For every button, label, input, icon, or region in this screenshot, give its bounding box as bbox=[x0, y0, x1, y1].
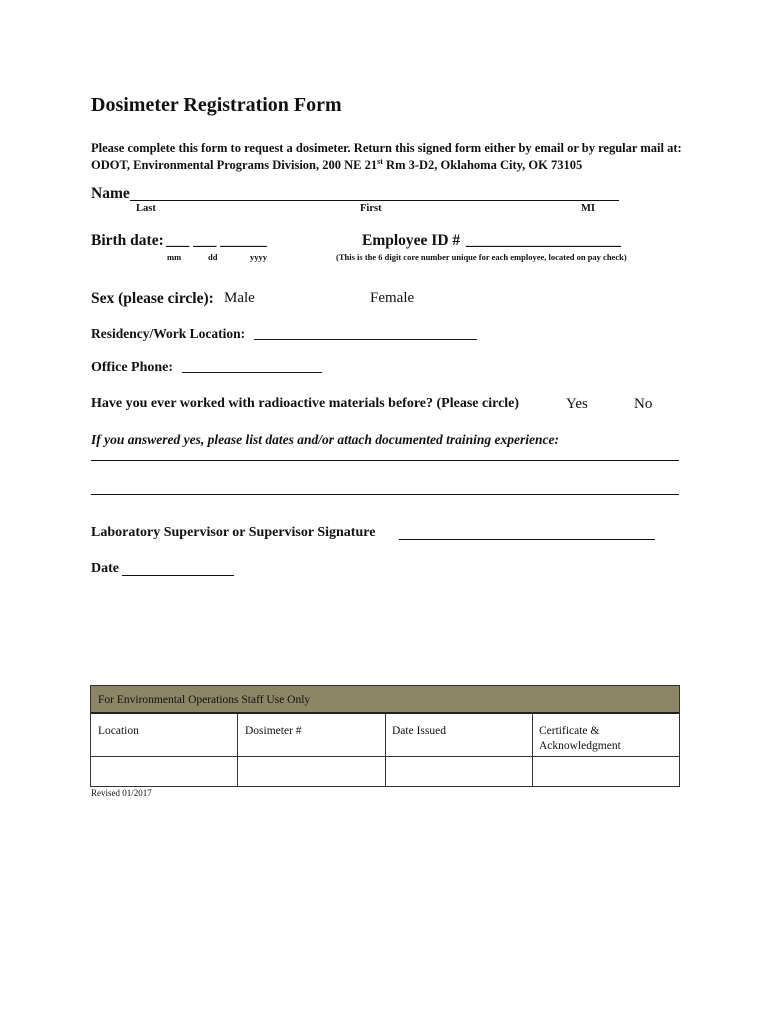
birth-sub-yyyy: yyyy bbox=[250, 252, 267, 262]
name-sub-mi: MI bbox=[581, 203, 595, 214]
column-header-certificate: Certificate & Acknowledgment bbox=[539, 725, 621, 752]
signature-field[interactable] bbox=[399, 539, 655, 540]
sex-option-male[interactable]: Male bbox=[224, 290, 255, 306]
name-label: Name bbox=[91, 185, 130, 202]
intro-line-2: ODOT, Environmental Programs Division, 200 NE 21st Rm 3-D2, Oklahoma City, OK 73105 bbox=[91, 157, 583, 173]
radioactive-option-yes[interactable]: Yes bbox=[566, 396, 588, 412]
radioactive-option-no[interactable]: No bbox=[634, 396, 653, 412]
name-sub-first: First bbox=[360, 203, 382, 214]
name-sub-last: Last bbox=[136, 203, 156, 214]
staff-use-table-header bbox=[91, 686, 679, 714]
table-cell-location[interactable] bbox=[91, 757, 237, 786]
revised-date: Revised 01/2017 bbox=[91, 788, 152, 798]
date-field[interactable] bbox=[122, 575, 234, 576]
sex-option-female[interactable]: Female bbox=[370, 290, 415, 306]
radioactive-question: Have you ever worked with radioactive materials before? (Please circle) bbox=[91, 396, 520, 411]
staff-use-table bbox=[90, 685, 680, 787]
employee-id-note: (This is the 6 digit core number unique for each employee, located on pay check) bbox=[336, 252, 627, 262]
employee-id-field[interactable]: ____________________ bbox=[466, 232, 621, 249]
column-header-date-issued: Date Issued bbox=[392, 725, 446, 737]
table-cell-certificate[interactable] bbox=[533, 757, 679, 786]
staff-use-heading: For Environmental Operations Staff Use Only bbox=[98, 694, 311, 706]
table-cell-dosimeter[interactable] bbox=[238, 757, 385, 786]
birth-sub-dd: dd bbox=[208, 252, 218, 262]
name-field[interactable] bbox=[130, 200, 619, 201]
intro-line-1: Please complete this form to request a dosimeter. Return this signed form either by email or by regular mail at: bbox=[91, 141, 682, 155]
column-header-location: Location bbox=[98, 725, 139, 737]
employee-id-label: Employee ID # bbox=[362, 232, 461, 249]
birth-date-label: Birth date: bbox=[91, 232, 164, 249]
birth-date-field[interactable]: ___ ___ ______ bbox=[166, 232, 267, 249]
training-line-2[interactable] bbox=[91, 494, 679, 495]
residency-field[interactable]: _________________________________ bbox=[254, 326, 477, 341]
column-header-dosimeter: Dosimeter # bbox=[245, 725, 302, 737]
date-label: Date bbox=[91, 561, 119, 576]
form-title: Dosimeter Registration Form bbox=[91, 94, 342, 116]
training-prompt: If you answered yes, please list dates and/or attach documented training experience: bbox=[91, 432, 559, 447]
sex-label: Sex (please circle): bbox=[91, 290, 214, 307]
training-line-1[interactable] bbox=[91, 460, 679, 461]
birth-sub-mm: mm bbox=[167, 252, 182, 262]
table-cell-date-issued[interactable] bbox=[386, 757, 532, 786]
residency-label: Residency/Work Location: bbox=[91, 326, 246, 341]
office-phone-label: Office Phone: bbox=[91, 360, 174, 375]
office-phone-field[interactable]: ____________________ bbox=[182, 360, 322, 375]
signature-label: Laboratory Supervisor or Supervisor Signature bbox=[91, 525, 376, 540]
